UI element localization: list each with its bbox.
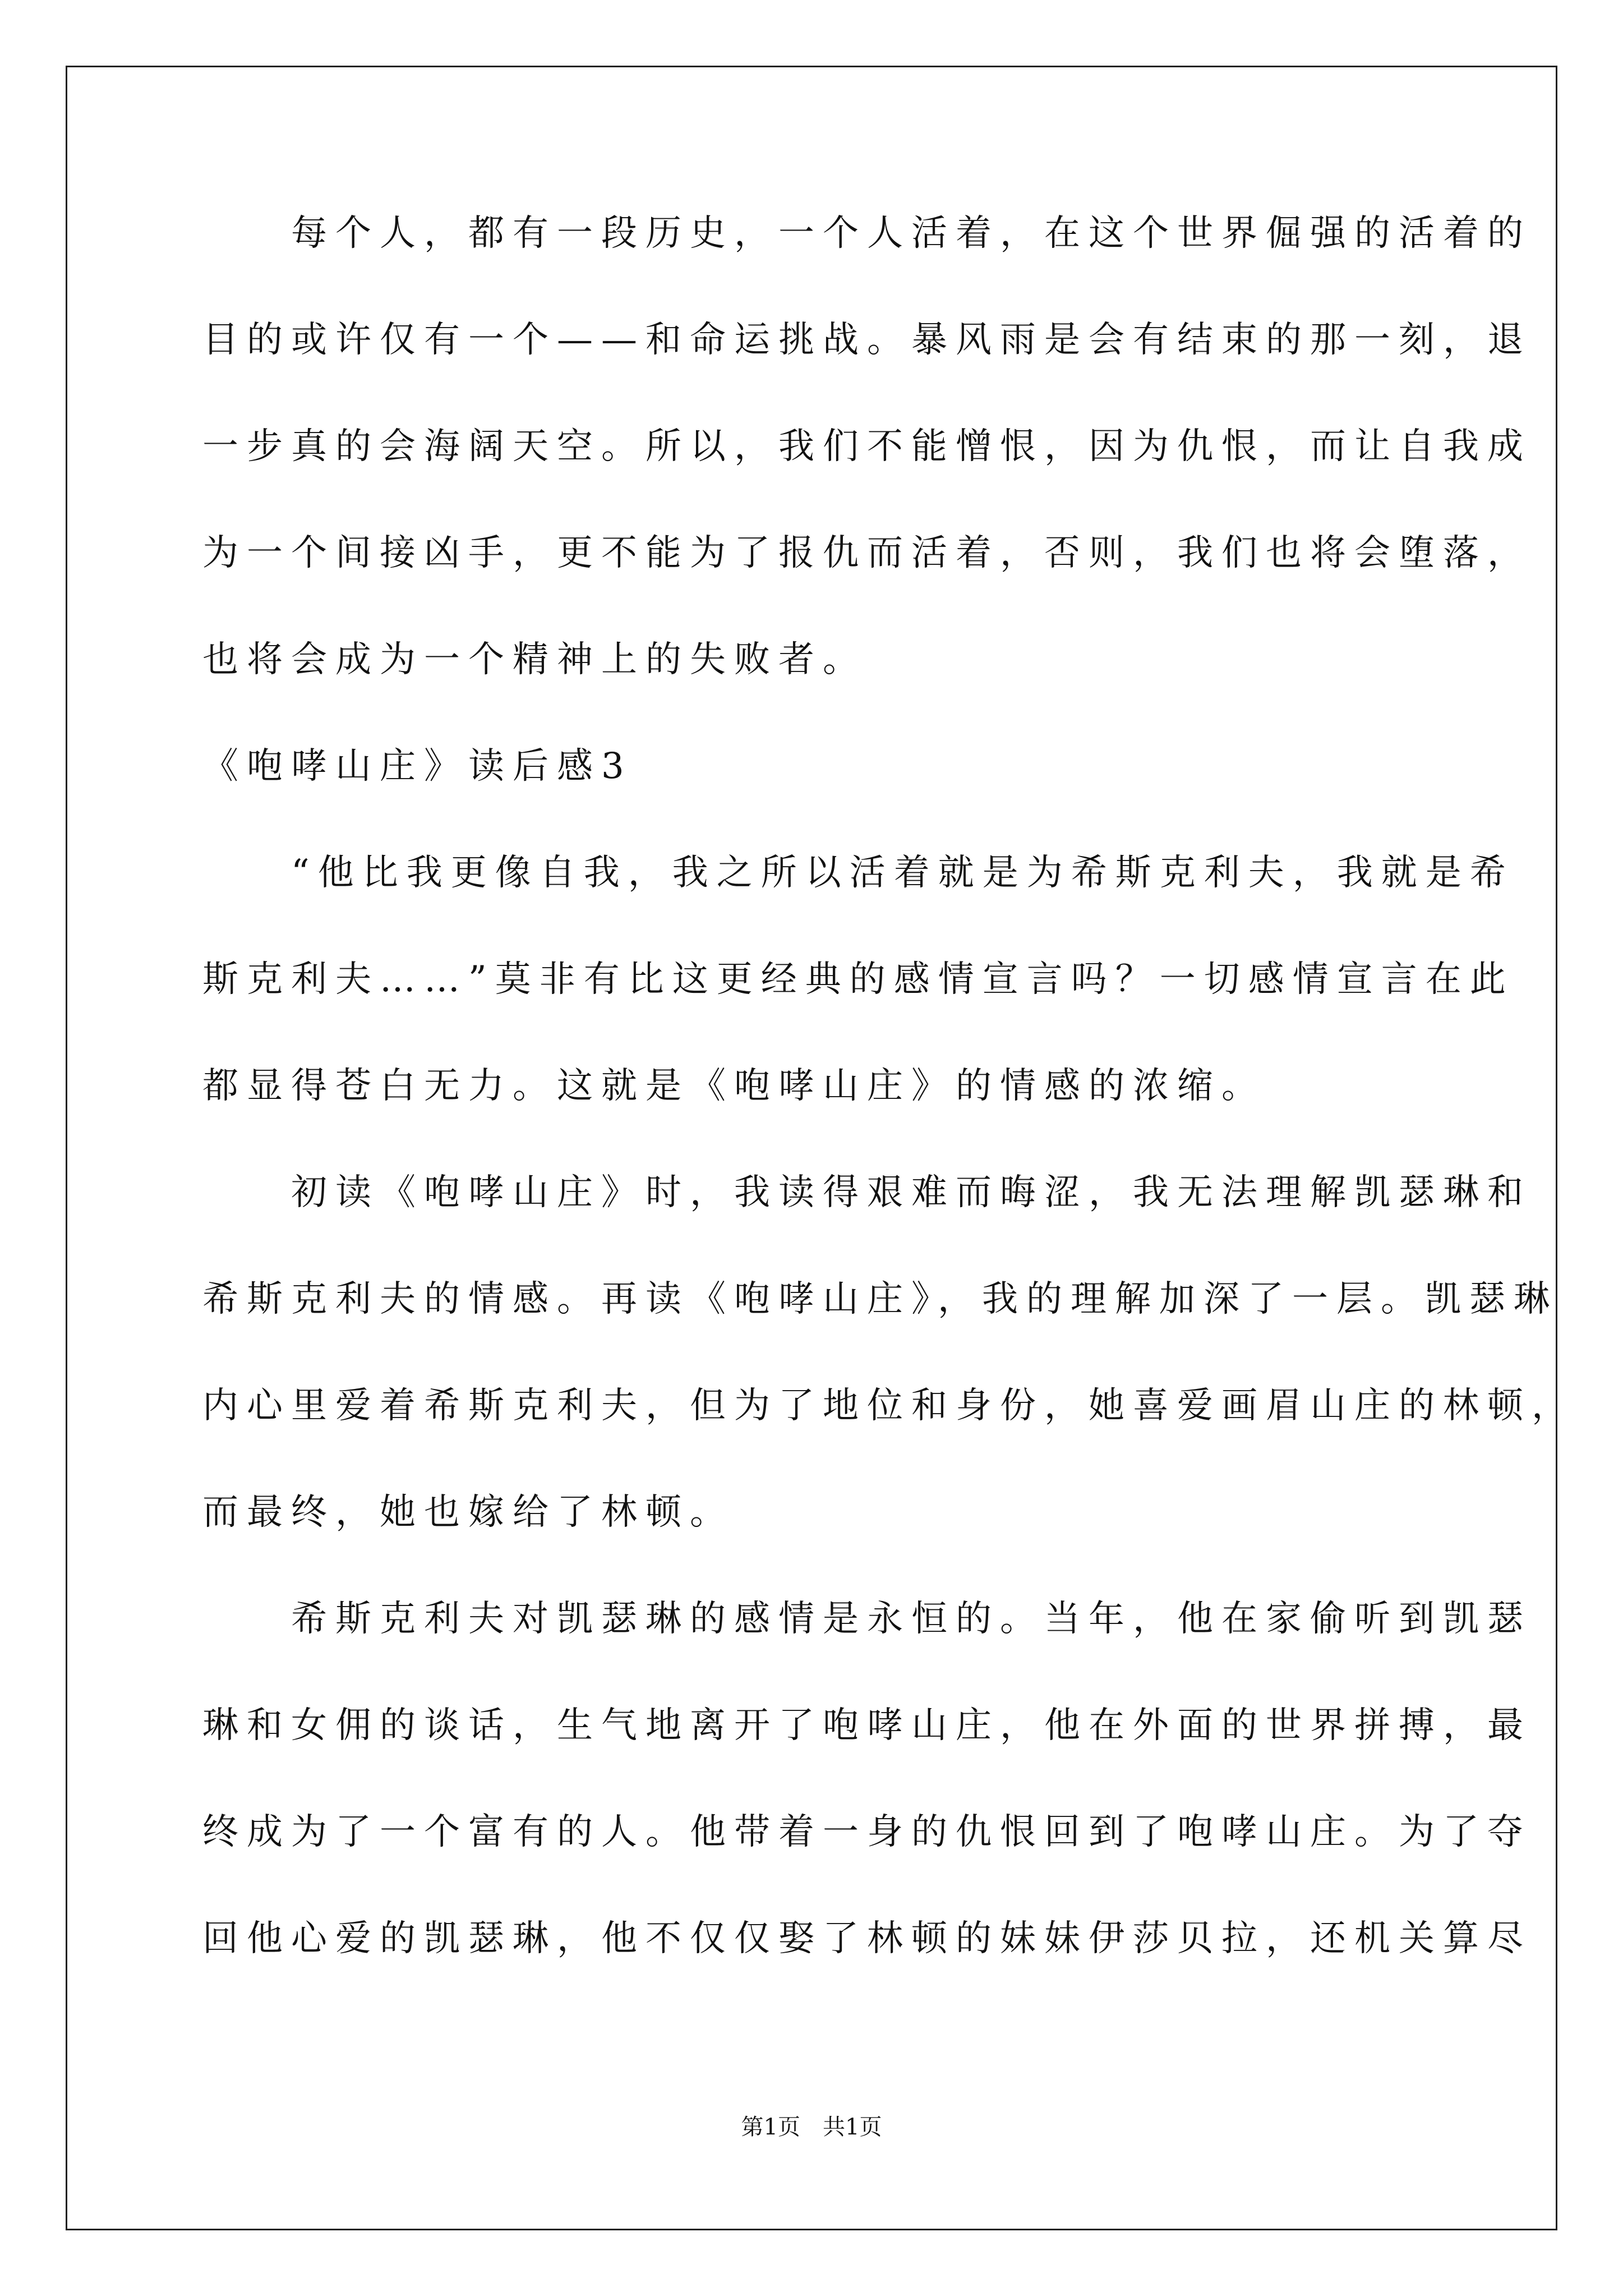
- text-line: 希斯克利夫的情感。再读《咆哮山庄》，我的理解加深了一层。凯瑟琳: [202, 1278, 1558, 1320]
- paragraph: [202, 852, 1514, 1107]
- text-line: 为一个间接凶手，更不能为了报仇而活着，否则，我们也将会堕落，: [202, 532, 1532, 574]
- text-line: 琳和女佣的谈话，生气地离开了咆哮山庄，他在外面的世界拼搏，最: [202, 1705, 1532, 1746]
- text-line: 回他心爱的凯瑟琳，他不仅仅娶了林顿的妹妹伊莎贝拉，还机关算尽: [202, 1918, 1532, 1959]
- text-line: 斯克利夫……”莫非有比这更经典的感情宣言吗？一切感情宣言在此: [202, 959, 1514, 1000]
- text-line: 也将会成为一个精神上的失败者。: [202, 639, 867, 680]
- heading-text: 《咆哮山庄》读后感3: [202, 746, 633, 787]
- text-line: 希斯克利夫对凯瑟琳的感情是永恒的。当年，他在家偷听到凯瑟: [202, 1598, 1532, 1640]
- text-line: 内心里爱着希斯克利夫，但为了地位和身份，她喜爱画眉山庄的林顿，: [202, 1385, 1576, 1427]
- text-line: 初读《咆哮山庄》时，我读得艰难而晦涩，我无法理解凯瑟琳和: [202, 1172, 1532, 1213]
- paragraph: [202, 213, 1532, 680]
- paragraph: [202, 1172, 1576, 1533]
- text-line: 每个人，都有一段历史，一个人活着，在这个世界倔强的活着的: [202, 213, 1532, 254]
- paragraph: [202, 1598, 1532, 1959]
- document-body: [202, 213, 1576, 1959]
- text-line: 都显得苍白无力。这就是《咆哮山庄》的情感的浓缩。: [202, 1065, 1266, 1107]
- text-line: 一步真的会海阔天空。所以，我们不能憎恨，因为仇恨，而让自我成: [202, 426, 1532, 467]
- text-line: “他比我更像自我，我之所以活着就是为希斯克利夫，我就是希: [202, 852, 1514, 894]
- text-line: 目的或许仅有一个——和命运挑战。暴风雨是会有结束的那一刻，退: [202, 319, 1532, 361]
- section-heading: [202, 746, 1431, 787]
- page-number-footer: 第1页 共1页: [741, 2114, 882, 2140]
- text-line: 而最终，她也嫁给了林顿。: [202, 1492, 734, 1533]
- text-line: 终成为了一个富有的人。他带着一身的仇恨回到了咆哮山庄。为了夺: [202, 1811, 1532, 1853]
